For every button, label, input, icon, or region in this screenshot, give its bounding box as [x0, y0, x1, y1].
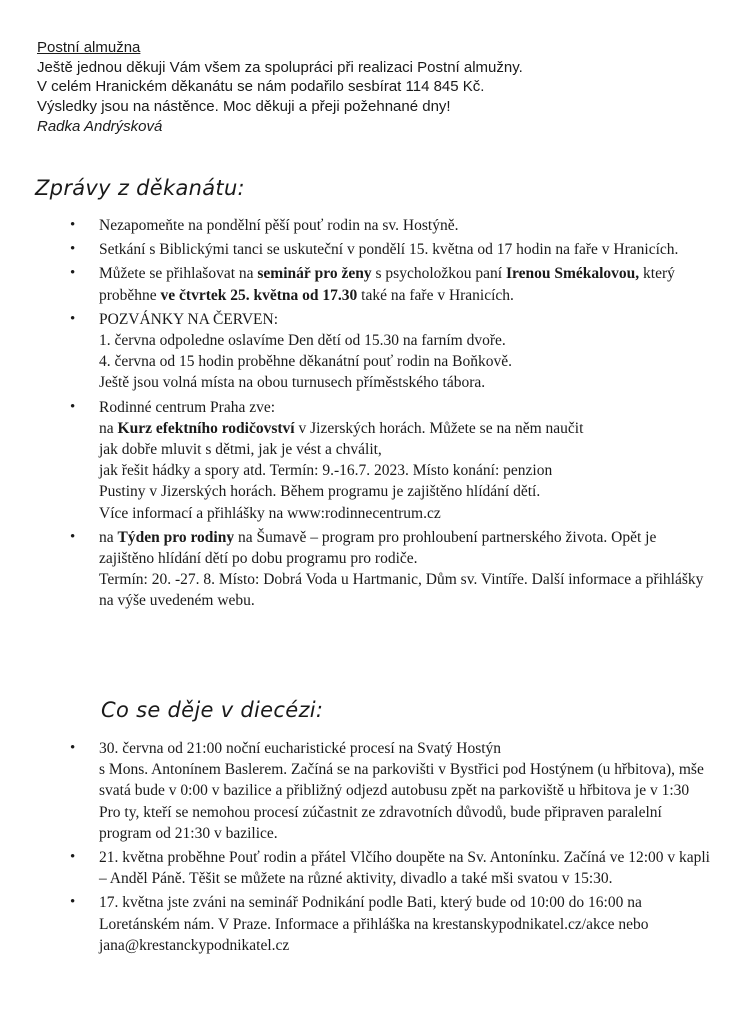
item-line: Termín: 20. -27. 8. Místo: Dobrá Voda u Hartmanic, Dům sv. Vintíře. Další informace a přihlášky na výše uvedeném webu.: [99, 571, 704, 610]
item-text: na: [99, 419, 118, 437]
list-item: [70, 847, 710, 889]
news-list: [70, 215, 710, 615]
bullet-icon: •: [70, 740, 76, 756]
item-text: na Šumavě – program pro prohloubení partnerského života. Opět je zajištěno hlídání dětí po dobu programu pro rodiče.: [99, 528, 657, 568]
intro-notice: [37, 38, 697, 137]
item-text: 21. května proběhne Pouť rodin a přátel Vlčího doupěte na Sv. Antonínku. Začíná ve 12:00 v kapli – Anděl Páně. Těšit se můžete na různé aktivity, divadlo a také mši svatou v 15:30.: [99, 849, 710, 888]
item-line: [99, 418, 710, 439]
list-item: [70, 215, 710, 236]
section-heading-news: Zprávy z děkanátu:: [35, 176, 245, 200]
list-item: [70, 527, 710, 612]
item-line: [99, 527, 710, 569]
item-line: POZVÁNKY NA ČERVEN:: [99, 310, 279, 328]
item-text: s psycholožkou paní: [371, 265, 506, 283]
bullet-icon: •: [70, 894, 76, 911]
bullet-icon: •: [70, 217, 76, 233]
item-text: 17. května jste zváni na seminář Podnikání podle Bati, který bude od 10:00 do 16:00 na Loretánském nám. V Praze. Informace a přihláška na krestanskypodnikatel.cz/akce nebo jana@krestanckypodnikatel.cz: [99, 894, 649, 954]
item-line: s Mons. Antonínem Baslerem. Začíná se na parkovišti v Bystřici pod Hostýnem (u hřbitova), mše svatá bude v 0:00 v bazilice a přibližný odjezd autobusu zpět na parkoviště u hřbitova je v 1:30: [99, 761, 704, 800]
item-text: také na faře v Hranicích.: [357, 286, 514, 304]
item-text: který proběhne: [99, 265, 675, 304]
bullet-icon: •: [70, 849, 76, 866]
intro-line: Ještě jednou děkuji Vám všem za spolupráci při realizaci Postní almužny.: [37, 58, 523, 76]
item-text: Nezapomeňte na pondělní pěší pouť rodin na sv. Hostýně.: [99, 217, 459, 234]
diocese-list: [70, 738, 710, 959]
list-item: [70, 397, 710, 524]
list-item: [70, 239, 710, 260]
item-line: jak dobře mluvit s dětmi, jak je vést a chválit,: [99, 441, 382, 459]
item-line: 4. června od 15 hodin proběhne děkanátní pouť rodin na Boňkově.: [99, 353, 512, 371]
bullet-icon: •: [70, 265, 76, 282]
list-item: [70, 309, 710, 394]
bullet-icon: •: [70, 310, 76, 327]
bullet-icon: •: [70, 398, 76, 415]
item-line: jak řešit hádky a spory atd. Termín: 9.-16.7. 2023. Místo konání: penzion: [99, 462, 553, 480]
item-bold: ve čtvrtek 25. května od 17.30: [160, 286, 358, 304]
list-item: [70, 263, 710, 305]
item-line: 1. června odpoledne oslavíme Den dětí od 15.30 na farním dvoře.: [99, 332, 506, 350]
item-bold: Irenou Smékalovou,: [505, 265, 640, 283]
list-item: [70, 892, 710, 956]
bullet-icon: •: [70, 528, 76, 545]
item-line: Rodinné centrum Praha zve:: [99, 398, 276, 416]
item-text: Setkání s Biblickými tanci se uskuteční v pondělí 15. května od 17 hodin na faře v Hranicích.: [99, 241, 679, 259]
bullet-icon: •: [70, 241, 76, 258]
item-bold: seminář pro ženy: [257, 265, 372, 283]
item-text: Můžete se přihlašovat na: [99, 265, 258, 283]
item-line: Více informací a přihlášky na www:rodinnecentrum.cz: [99, 504, 441, 522]
section-heading-diocese: Co se děje v diecézi:: [101, 698, 324, 722]
intro-title: Postní almužna: [37, 39, 141, 56]
item-text: na: [99, 528, 118, 546]
item-bold: Kurz efektního rodičovství: [117, 419, 295, 437]
item-line: Pro ty, kteří se nemohou procesí zúčastnit ze zdravotních důvodů, bude připraven paralelní program od 21:30 v bazilice.: [99, 803, 662, 842]
intro-signature: Radka Andrýsková: [37, 118, 163, 135]
item-line: Pustiny v Jizerských horách. Během programu je zajištěno hlídání dětí.: [99, 483, 541, 501]
item-line: 30. června od 21:00 noční eucharistické procesí na Svatý Hostýn: [99, 740, 502, 757]
item-line: Ještě jsou volná místa na obou turnusech příměstského tábora.: [99, 374, 486, 392]
list-item: [70, 738, 710, 844]
intro-line: Výsledky jsou na nástěnce. Moc děkuji a přeji požehnané dny!: [37, 97, 451, 115]
item-bold: Týden pro rodiny: [117, 528, 235, 546]
item-text: v Jizerských horách. Můžete se na něm naučit: [294, 419, 584, 437]
intro-line: V celém Hranickém děkanátu se nám podařilo sesbírat 114 845 Kč.: [37, 78, 485, 95]
